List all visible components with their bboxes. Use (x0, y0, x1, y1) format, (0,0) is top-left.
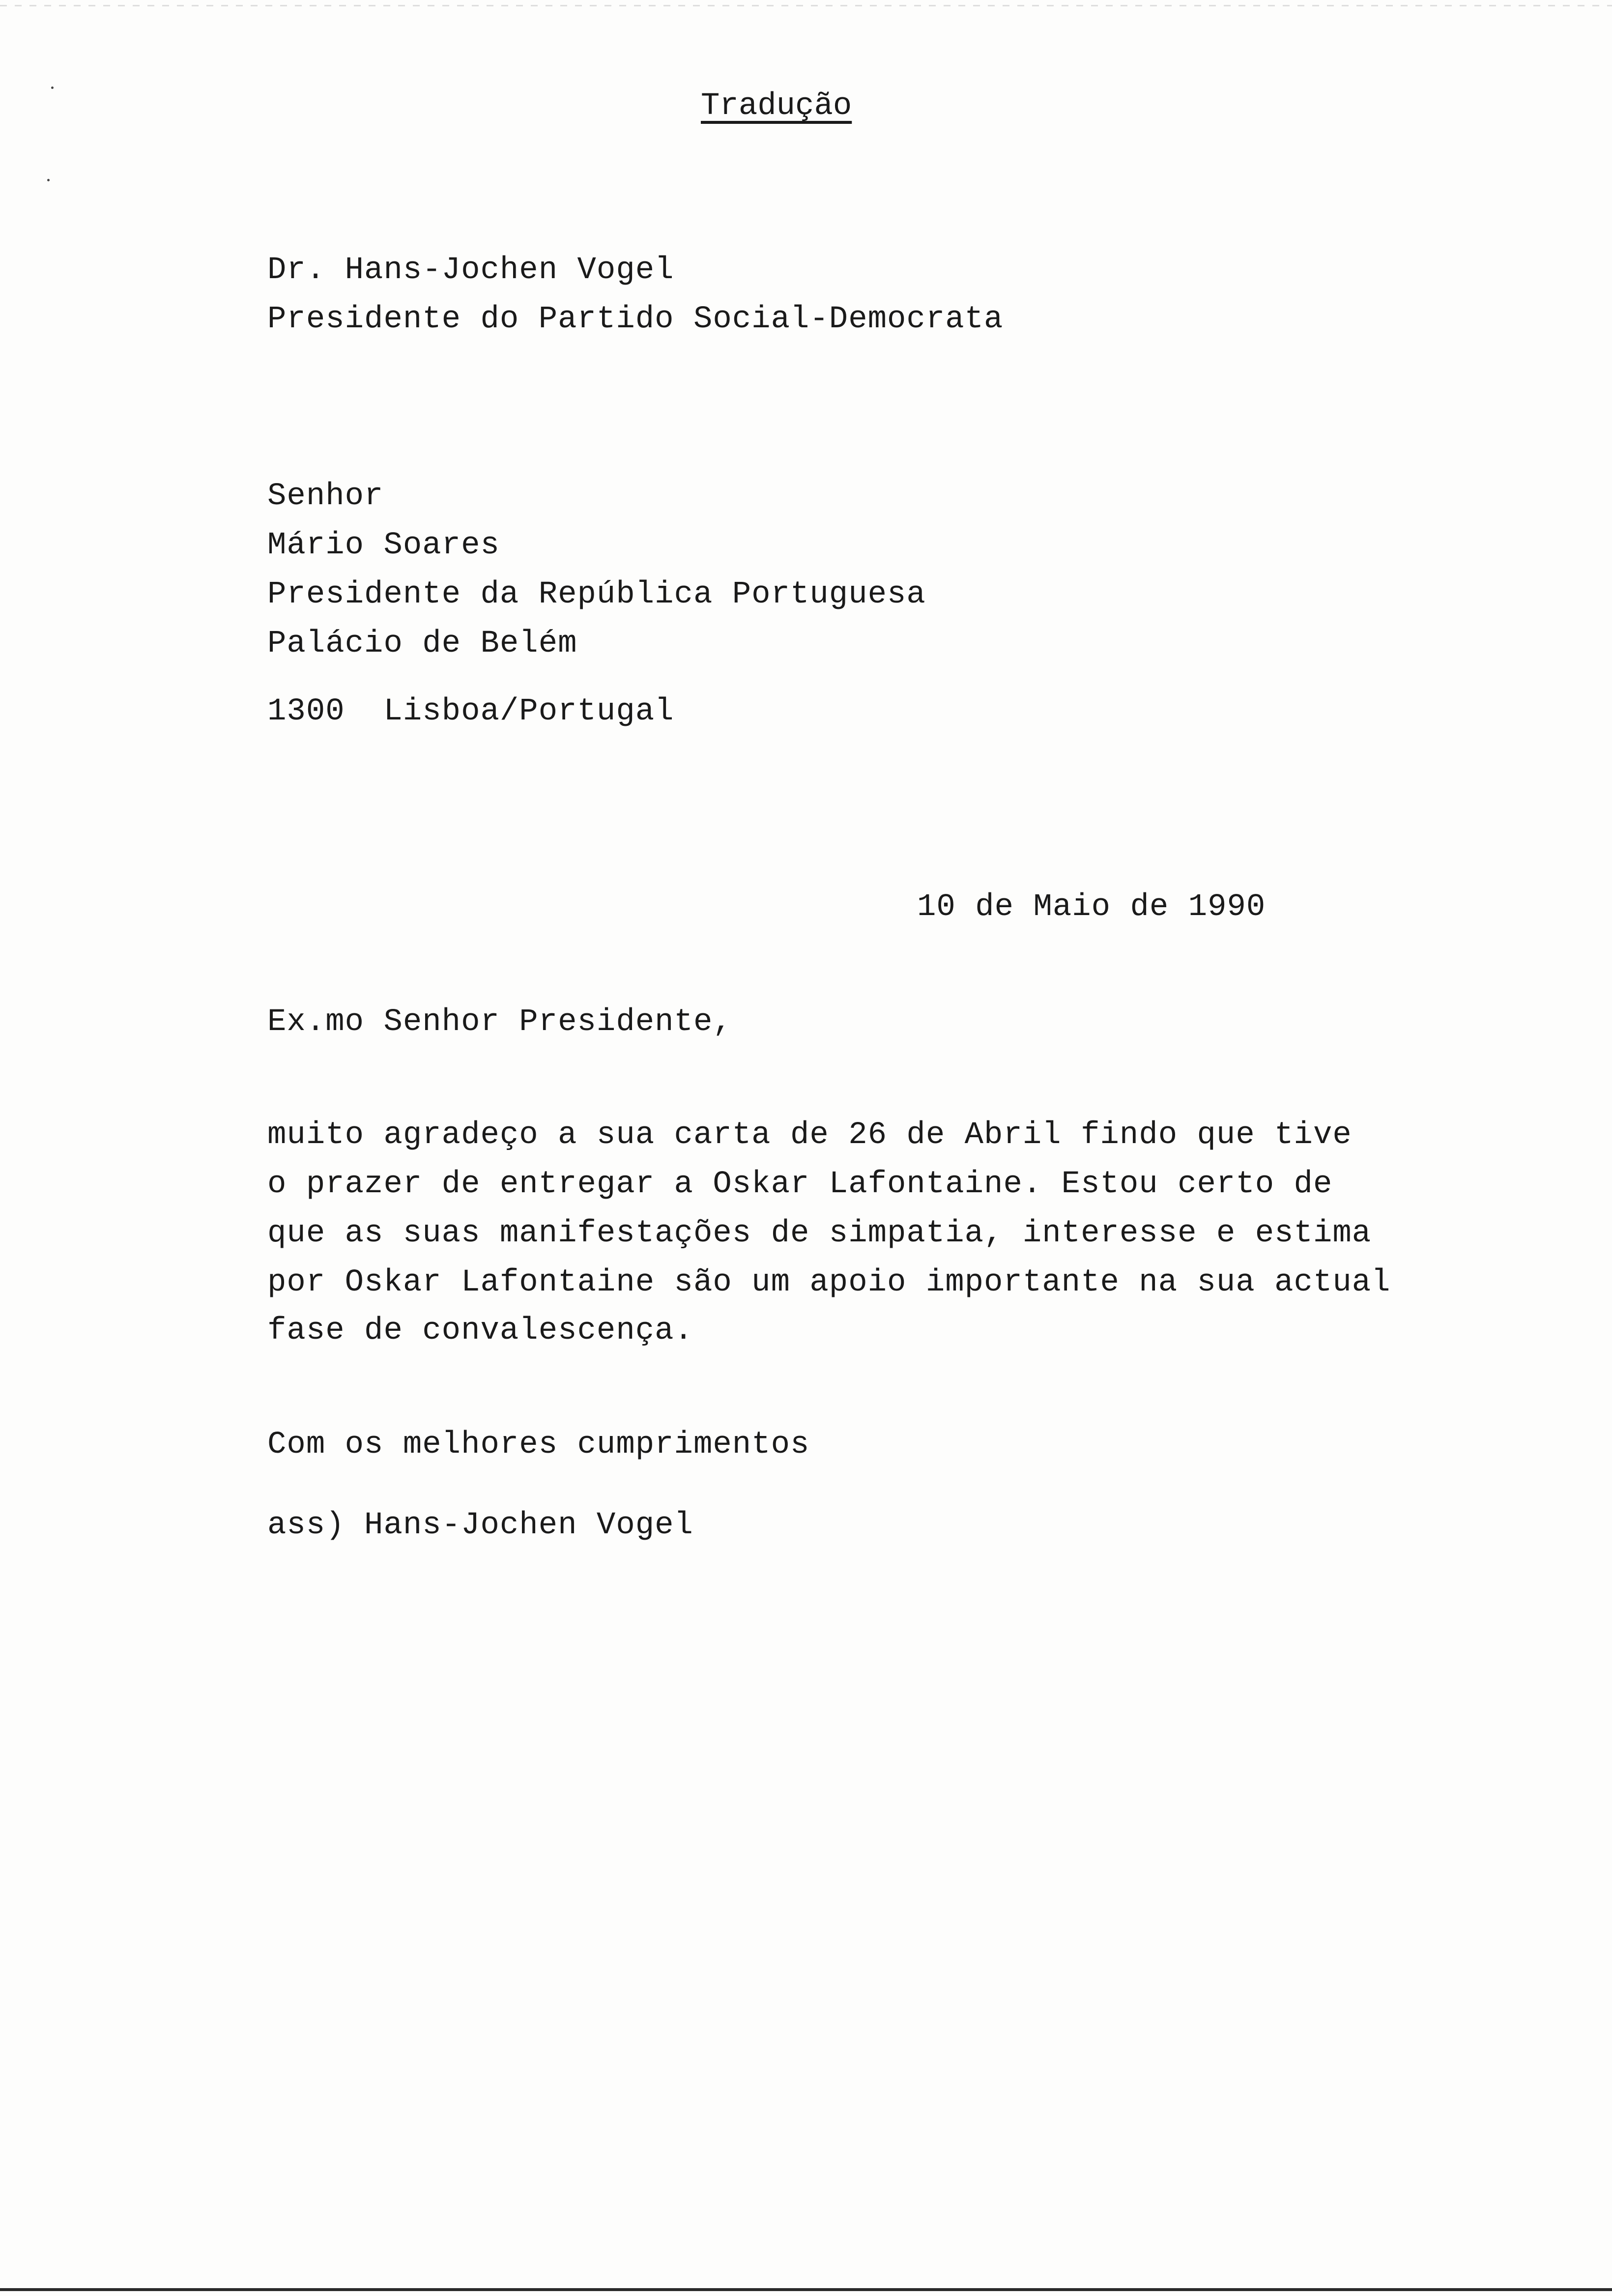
body-line: muito agradeço a sua carta de 26 de Abril findo que tive (267, 1118, 1352, 1153)
scan-edge-bottom (0, 2288, 1612, 2291)
sender-name: Dr. Hans-Jochen Vogel (267, 253, 674, 288)
recipient-role: Presidente da República Portuguesa (267, 577, 926, 612)
recipient-city: 1300 Lisboa/Portugal (267, 694, 674, 729)
scan-speck (47, 179, 50, 181)
letter-date: 10 de Maio de 1990 (917, 890, 1266, 925)
recipient-name: Mário Soares (267, 528, 500, 563)
recipient-salutation: Senhor (267, 479, 384, 514)
body-line: fase de convalescença. (267, 1313, 693, 1349)
scan-edge-top (0, 5, 1612, 6)
sender-role: Presidente do Partido Social-Democrata (267, 302, 1004, 337)
recipient-address: Palácio de Belém (267, 626, 577, 661)
body-line: por Oskar Lafontaine são um apoio importante na sua actual (267, 1265, 1391, 1300)
body-line: que as suas manifestações de simpatia, interesse e estima (267, 1216, 1372, 1251)
letter-closing: Com os melhores cumprimentos (267, 1427, 810, 1463)
document-title: Tradução (701, 88, 852, 124)
body-line: o prazer de entregar a Oskar Lafontaine. Estou certo de (267, 1167, 1333, 1202)
letter-greeting: Ex.mo Senhor Presidente, (267, 1004, 732, 1040)
letter-signature: ass) Hans-Jochen Vogel (267, 1508, 693, 1543)
scan-speck (51, 86, 54, 89)
